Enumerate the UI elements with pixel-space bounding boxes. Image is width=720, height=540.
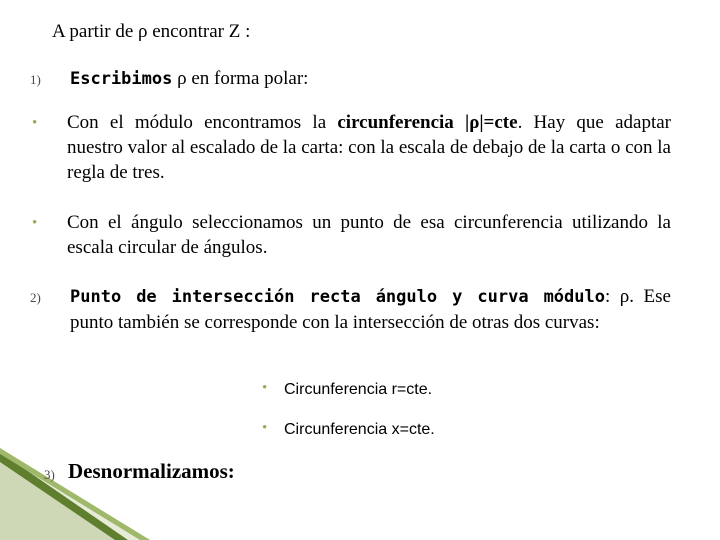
item-2-text: : ρ. Ese punto también se corresponde con la intersección de otras dos curvas:: [70, 286, 671, 333]
item-number-2: 2): [30, 290, 41, 305]
subitem-x-cte: Circunferencia x=cte.: [284, 421, 435, 438]
bullet-icon: •: [32, 215, 38, 231]
item-2: [70, 284, 671, 335]
bullet-item-modulo-text-after: . Hay que adaptar nuestro valor al escalado de la carta: con la escala de debajo de la carta o con la regla de tres.: [67, 112, 671, 183]
item-number-3: 3): [44, 467, 55, 482]
bullet-icon: •: [262, 380, 268, 396]
item-1: [70, 66, 670, 92]
item-number-1: 1): [30, 72, 41, 87]
subitem-r-cte: Circunferencia r=cte.: [284, 381, 433, 398]
item-2-bold: Punto de intersección recta ángulo y curva módulo: [70, 287, 605, 307]
bullet-item-modulo: [67, 110, 671, 185]
bullet-item-modulo-text-before: Con el módulo encontramos la: [67, 112, 338, 133]
bullet-icon: •: [32, 115, 38, 131]
item-1-text: ρ en forma polar:: [172, 68, 309, 89]
item-1-bold: Escribimos: [70, 69, 173, 89]
item-3-bold: Desnormalizamos:: [68, 459, 235, 483]
bullet-item-angulo: Con el ángulo seleccionamos un punto de esa circunferencia utilizando la escala circular de ángulos.: [67, 212, 671, 258]
slide-title: A partir de ρ encontrar Z :: [52, 21, 251, 42]
bullet-item-modulo-bold: circunferencia |ρ|=cte: [337, 112, 518, 133]
item-3: [68, 459, 368, 484]
bullet-icon: •: [262, 420, 268, 436]
